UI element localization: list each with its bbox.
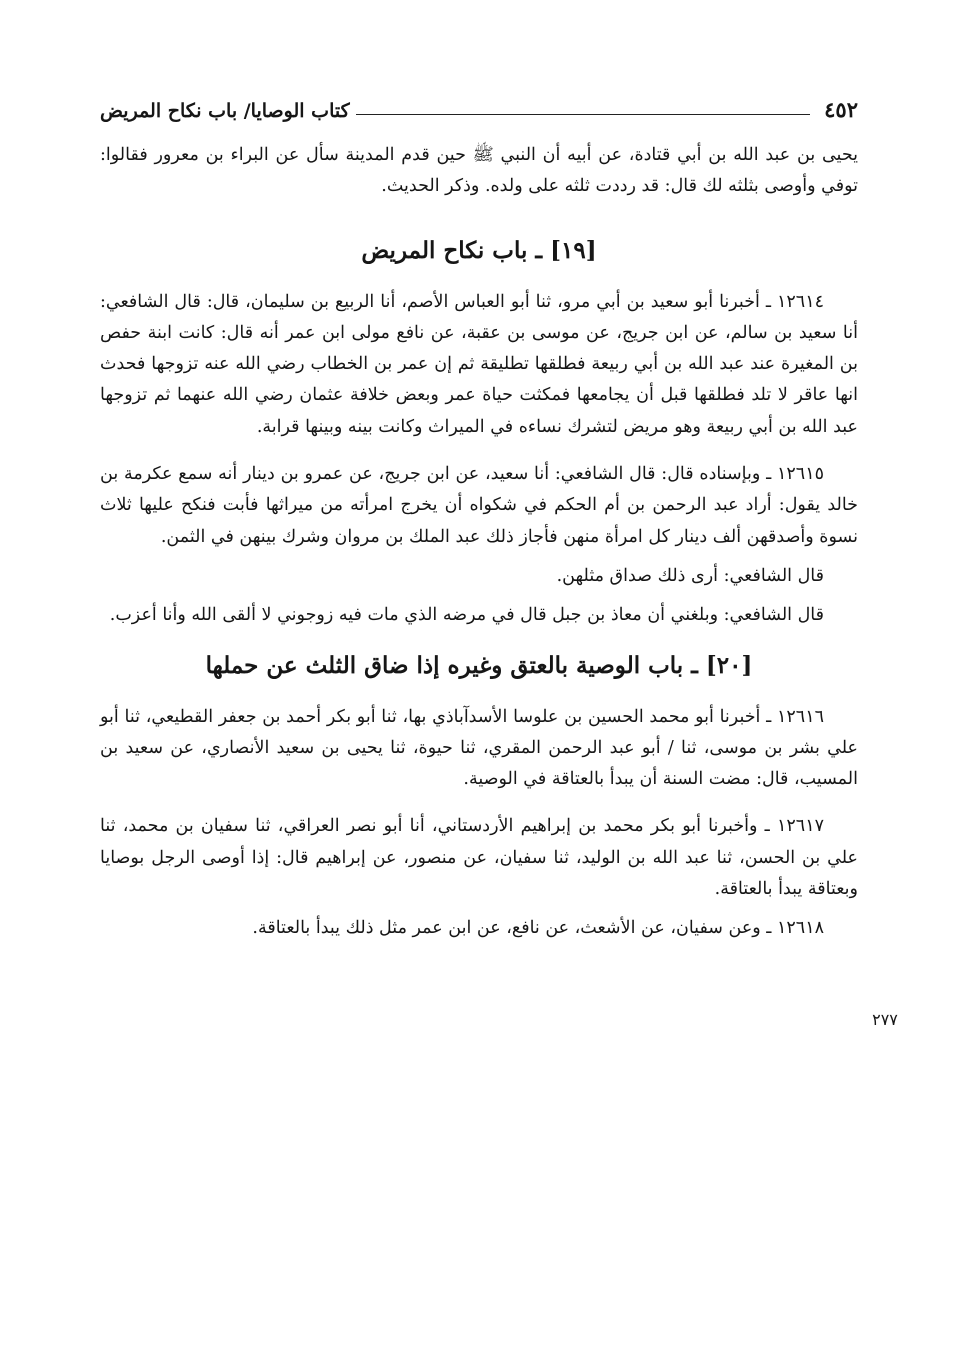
section-title-19: [١٩] ـ باب نكاح المريض: [361, 236, 597, 264]
header-rule: [356, 114, 811, 115]
hadith-12615: ١٢٦١٥ ـ وبإسناده قال: قال الشافعي: أنا سعيد، عن ابن جريج، عن عمرو بن دينار أنه سمع عكرمة بن خالد يقول: أراد عبد الرحمن بن أم الحكم في شكواه أن يخرج امرأته من ميراثها فأبت فنكح عليها ثلاث نسوة وأصدقهن ألف دينار كل امرأة منهن فأجاز ذلك عبد الملك بن مروان وشرك بينهن في الثمن.: [100, 464, 858, 547]
page-body: [100, 140, 858, 961]
hadith-12618: ١٢٦١٨ ـ وعن سفيان، عن الأشعث، عن نافع، عن ابن عمر مثل ذلك يبدأ بالعتاقة.: [252, 918, 824, 939]
page-header: [100, 82, 858, 122]
page-number: ٤٥٢: [824, 97, 858, 122]
shafii-comment-2: قال الشافعي: وبلغني أن معاذ بن جبل قال في مرضه الذي مات فيه زوجوني لا ألقى الله وأنا أعزب.: [109, 605, 824, 626]
intro-paragraph: يحيى بن عبد الله بن أبي قتادة، عن أبيه أن النبي ﷺ حين قدم المدينة سأل عن البراء بن معرور فقالوا: توفي وأوصى بثلثه لك قال: قد رددت ثلثه على ولده. وذكر الحديث.: [100, 145, 858, 197]
running-title: كتاب الوصايا/ باب نكاح المريض: [100, 100, 350, 122]
hadith-12616: ١٢٦١٦ ـ أخبرنا أبو محمد الحسين بن علوسا الأسدآباذي بها، ثنا أبو بكر أحمد بن جعفر القطيعي، ثنا أبو علي بشر بن موسى، ثنا / أبو عبد الرحمن المقري، ثنا حيوة، ثنا يحيى بن سعيد الأنصاري، عن سعيد بن المسيب، قال: مضت السنة أن يبدأ بالعتاقة في الوصية.: [100, 706, 858, 790]
manuscript-page-marker: ٢٧٧: [872, 1010, 898, 1029]
section-title-20: [٢٠] ـ باب الوصية بالعتق وغيره إذا ضاق الثلث عن حملها: [205, 651, 753, 679]
hadith-12617: ١٢٦١٧ ـ وأخبرنا أبو بكر محمد بن إبراهيم الأردستاني، أنا أبو نصر العراقي، ثنا سفيان بن محمد، ثنا علي بن الحسن، ثنا عبد الله بن الوليد، ثنا سفيان، عن منصور، عن إبراهيم قال: إذا أوصى الرجل بوصايا وبعتاقة يبدأ بالعتاقة.: [100, 816, 858, 900]
shafii-comment-1: قال الشافعي: أرى ذلك صداق مثلهن.: [556, 565, 824, 586]
hadith-12614: ١٢٦١٤ ـ أخبرنا أبو سعيد بن أبي مرو، ثنا أبو العباس الأصم، أنا الربيع بن سليمان، قال: قال الشافعي: أنا سعيد بن سالم، عن ابن جريج، عن موسى بن عقبة، عن نافع مولى ابن عمر أنه قال: كانت ابنة حفص بن المغيرة عند عبد الله بن أبي ربيعة فطلقها تطليقة ثم إن عمر بن الخطاب رضي الله عنه تزوجها فحدث انها عاقر لا تلد فطلقها قبل أن يجامعها فمكثت حياة عمر وبعض خلافة عثمان رضي الله عنهما ثم تزوجها عبد الله بن أبي ربيعة وهو مريض لتشرك نساءه في الميراث وكانت بينه وبينها قرابة.: [100, 291, 858, 437]
